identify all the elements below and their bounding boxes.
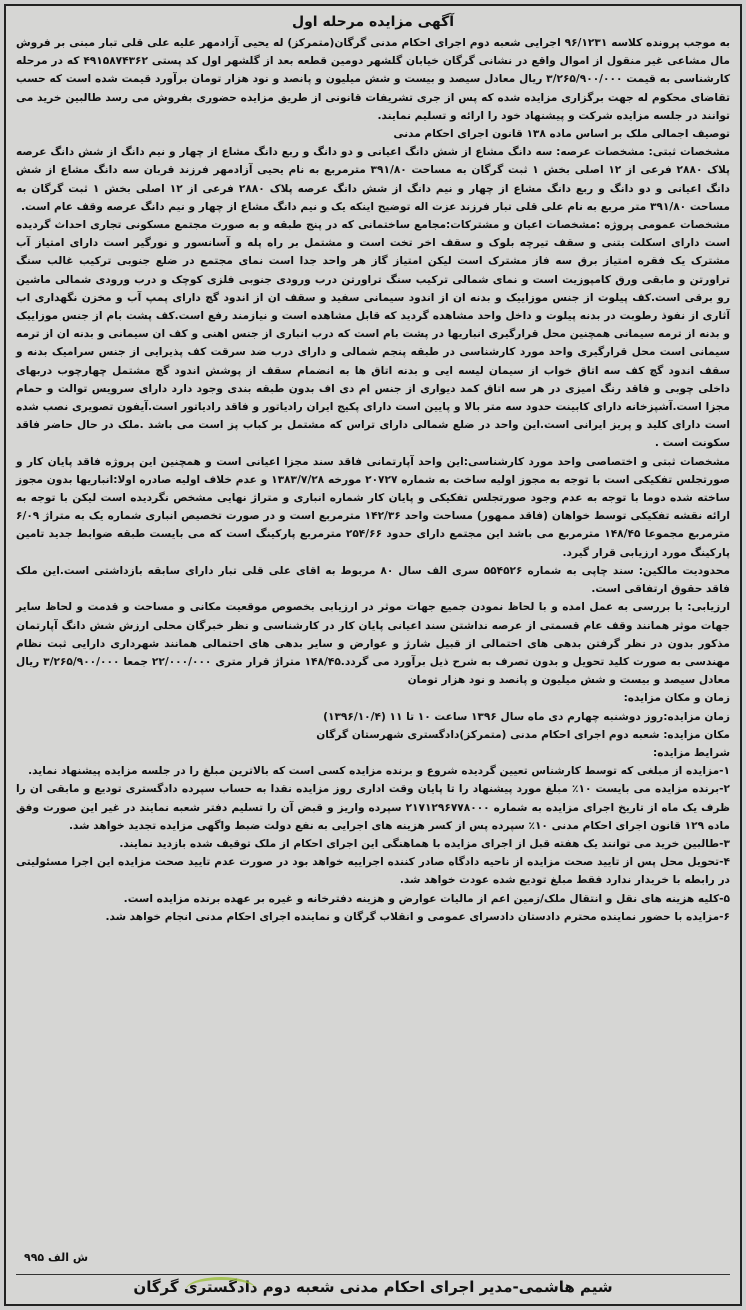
notice-paragraph: مشخصات عمومی پروژه :مشخصات اعیان و مشترکات:مجامع ساختمانی که در پنج طبقه و به صورت مجتمع مسکونی تجاری احداث گردیده است دارای اسکلت بتنی و سقف تیرچه بلوک و سقف اخر تخت است و مشتمل بر راه پله و آسانسور و نورگیر است دارای امتیاز آب مشترک یک فقره امتیاز برق سه فاز مشترک است لیکن امتیاز گاز هر واحد جدا است نمای مجتمع در ضلع جنوبی ترکیب غالب سنگ تراورتن و مابقی ورق کامپوزیت است و نمای شمالی ترکیب سنگ تراورتن درب ورودی جنوبی فلزی کوچک و درب ورودی شمالی ماشین رو برقی است.کف پیلوت از جنس موزاییک و بدنه ان از اندود سیمانی سفید و سقف ان از اندود گچ دارای پمپ آب و مخزن نگهداری اب آثاری از نفوذ رطوبت در بدنه پیلوت و داخل واحد مشاهده گردید که قابل مشاهده است و نیازمند رفع است.کف پشت بام از جنس موزاییک و بدنه از ترمه سیمانی همچنین محل قرارگیری انباریها در پشت بام است که درب انباری از جنس اهنی و کف ان سیمانی و بدنه ان از ترمه سیمانی است محل قرارگیری واحد مورد کارشناسی در طبقه پنجم شمالی و دارای درب ضد سرقت کف پذیرایی از جنس سرامیک بدنه و سقف اندود گچ کف سه اتاق خواب از سیمان لیسه ایی و بدنه اتاق ها به انضمام سقف از پوشش اندود گچ مشتمل چهارچوب دربهای داخلی چوبی و فاقد رنگ امیزی در هر سه اتاق کمد دیواری از جنس ام دی اف بدون طبقه بندی وجود دارد دارای سرویس توالت و حمام مجزا است.آشپزخانه دارای کابینت حدود سه متر بالا و پایین است دارای پکیج ایران رادیاتور و فاقد رادیاتور است.آیفون تصویری نصب شده است دارای کلید و پریز ایرانی است.این واحد در ضلع شمالی دارای تراس که مشتمل بر کباب پز است می باشد .ملک در حال حاضر فاقد سکونت است . (16, 219, 730, 450)
notice-paragraph: مشخصات ثبتی و اختصاصی واحد مورد کارشناسی:این واحد آپارتمانی فاقد سند مجزا اعیانی است و همچنین این پروژه فاقد پایان کار و صورتجلس تفکیکی است با توجه به مجوز اولیه ساخت به شماره ۲۰۷۲۷ مورخه ۱۳۸۳/۷/۲۸ و عدم خلاف اولیه صادره اولا:انباریها بدون مجوز ساخته شده دوما با توجه به عدم وجود صورتجلس تفکیکی و پایان کار شماره انباری و متراژ نهایی مشخص نگردیده است لیکن با توجه به ارائه نقشه تفکیکی توسط خواهان (فاقد ممهور) مساحت واحد ۱۴۲/۳۶ مترمربع است و در صورت تخصیص انباری شماره یک به متراژ ۶/۰۹ مترمربع مجموعا ۱۴۸/۴۵ مترمربع می باشد این مجتمع دارای حدود ۲۵۴/۶۶ مترمربع پارکینگ است که می بایست طبقه ضوابط جدید تامین پارکینگ مورد ارزیابی قرار گیرد. (16, 455, 730, 559)
notice-paragraph: زمان و مکان مزایده: (623, 692, 730, 705)
notice-paragraph: ۲-برنده مزایده می بایست ۱۰٪ مبلغ مورد پیشنهاد را تا پایان وقت اداری روز مزایده نقدا به حساب سپرده دادگستری تودیع و مابقی ان را ظرف یک ماه از تاریخ اجرای مزایده به شماره ۲۱۷۱۲۹۶۷۷۸۰۰۰ سپرده واریز و قبض آن را تسلیم دفتر شعبه نمایند در غیر این صورت وفق ماده ۱۲۹ قانون اجرای احکام مدنی ۱۰٪ سپرده پس از کسر هزینه های اجرایی به نفع دولت ضبط واگهی مزایده تجدید خواهد شد. (16, 783, 730, 832)
notice-paragraph: ارزیابی: با بررسی به عمل امده و با لحاظ نمودن جمیع جهات موثر در ارزیابی بخصوص موقعیت مکانی و مساحت و قدمت و لحاظ سایر جهات موثر همانند وقف عام قسمتی از عرصه نداشتن سند اعیانی پایان کار در کارشناسی و نظر خبرگان محلی ارزش شش دانگ آپارتمان مذکور بدون در نظر گرفتن بدهی های احتمالی از قبیل شارژ و عوارض و سایر بدهی های احتمالی همانند شهرداری دارایی ثبت نظام مهندسی به صورت کلید تحویل و بدون تصرف به شرح ذیل برآورد می گردد.۱۴۸/۴۵ متراژ قرار متری ۲۲/۰۰۰/۰۰۰ جمعا ۳/۲۶۵/۹۰۰/۰۰۰ ریال معادل سیصد و بیست و شش میلیون و پانصد و نود هزار تومان (16, 601, 730, 687)
notice-paragraph: ۶-مزایده با حضور نماینده محترم دادستان دادسرای عمومی و انقلاب گرگان و نماینده اجرای احکام مدنی انجام خواهد شد. (105, 910, 730, 923)
notice-paragraph: مشخصات ثبتی: مشخصات عرصه: سه دانگ مشاع از شش دانگ اعیانی و دو دانگ و ربع دانگ مشاع از چهار و نیم دانگ از شش دانگ عرصه پلاک ۲۸۸۰ فرعی از ۱۲ اصلی بخش ۱ ثبت گرگان به مساحت ۳۹۱/۸۰ مترمربع به نام یحیی آزادمهر فرزند قربان سه دانگ مشاع از شش دانگ اعیانی و دو دانگ و ربع دانگ مشاع از چهار و نیم دانگ از شش دانگ عرصه پلاک ۲۸۸۰ فرعی از ۱۲ اصلی بخش ۱ ثبت گرگان به مساحت ۳۹۱/۸۰ متر مربع به نام علی قلی تبار فرزند عزت اله توضیح اینکه یک و نیم دانگ مشاع از چهار و نیم دانگ عرصه وقف عام است. (16, 146, 730, 213)
notice-title: آگهی مزایده مرحله اول (291, 14, 455, 30)
notice-paragraph: مکان مزایده: شعبه دوم اجرای احکام مدنی (متمرکز)دادگستری شهرستان گرگان (316, 728, 730, 741)
notice-paragraph: ۳-طالبین خرید می توانند یک هفته قبل از اجرای مزایده با هماهنگی این اجرای احکام از ملک توقیف شده بازدید نمایند. (119, 837, 730, 850)
notice-paragraph: به موجب پرونده کلاسه ۹۶/۱۲۳۱ اجرایی شعبه دوم اجرای احکام مدنی گرگان(متمرکز) له یحیی آزادمهر علیه علی قلی تبار مبنی بر فروش مال مشاعی غیر منقول از اموال واقع در نشانی گرگان خیابان گلشهر دومین قطعه بعد از گلشهر اول کد پستی ۴۹۱۵۸۷۴۳۶۲ که در مرحله کارشناسی به قیمت ۳/۲۶۵/۹۰۰/۰۰۰ ریال معادل سیصد و بیست و شش میلیون و پانصد و نود هزار تومان برآورد قیمت شده است که حسب تقاضای محکوم له جهت برگزاری مزایده شده که پس از جری تشریفات قانونی از طریق مزایده حضوری بفروش می رسد طالبین خرید می توانند در جلسه مزایده شرکت و پیشنهاد خود را ارائه و تسلیم نمایند. (16, 37, 731, 122)
notice-paragraph: شرایط مزایده: (652, 746, 730, 759)
notice-paragraph: زمان مزایده:روز دوشنبه چهارم دی ماه سال ۱۳۹۶ ساعت ۱۰ تا ۱۱ (۱۳۹۶/۱۰/۴) (323, 710, 730, 723)
notice-paragraph: ۵-کلیه هزینه های نقل و انتقال ملک/زمین اعم از مالیات عوارض و هزینه دفترخانه و غیره بر عهده برنده مزایده است. (123, 892, 730, 905)
stamp-mark (186, 1277, 256, 1302)
notice-paragraph: ۱-مزایده از مبلغی که توسط کارشناس تعیین گردیده شروع و برنده مزایده کسی است که بالاترین مبلغ را در جلسه مزایده پیشنهاد نماید. (28, 765, 730, 778)
notice-body (16, 34, 730, 926)
signature-line: شیم هاشمی-مدیر اجرای احکام مدنی شعبه دوم دادگستری گرگان (16, 1274, 730, 1296)
notice-page (4, 4, 742, 1306)
notice-paragraph: محدودیت مالکین: سند چاپی به شماره ۵۵۴۵۲۶ سری الف سال ۸۰ مربوط به اقای علی قلی تبار دارای سابقه بازداشتی است.این ملک فاقد حقوق ارتفاقی است. (16, 564, 730, 596)
notice-paragraph: ۴-تحویل محل پس از تایید صحت مزایده از ناحیه دادگاه صادر کننده اجراییه خواهد بود در صورت عدم تایید صحت مزایده این اجرا مسئولیتی در رابطه با خریدار ندارد فقط مبلغ تودیع شده عودت خواهد شد. (16, 856, 730, 887)
notice-paragraph: توصیف اجمالی ملک بر اساس ماده ۱۳۸ قانون اجرای احکام مدنی (393, 128, 730, 141)
reference-number: ش الف ۹۹۵ (24, 1251, 88, 1264)
